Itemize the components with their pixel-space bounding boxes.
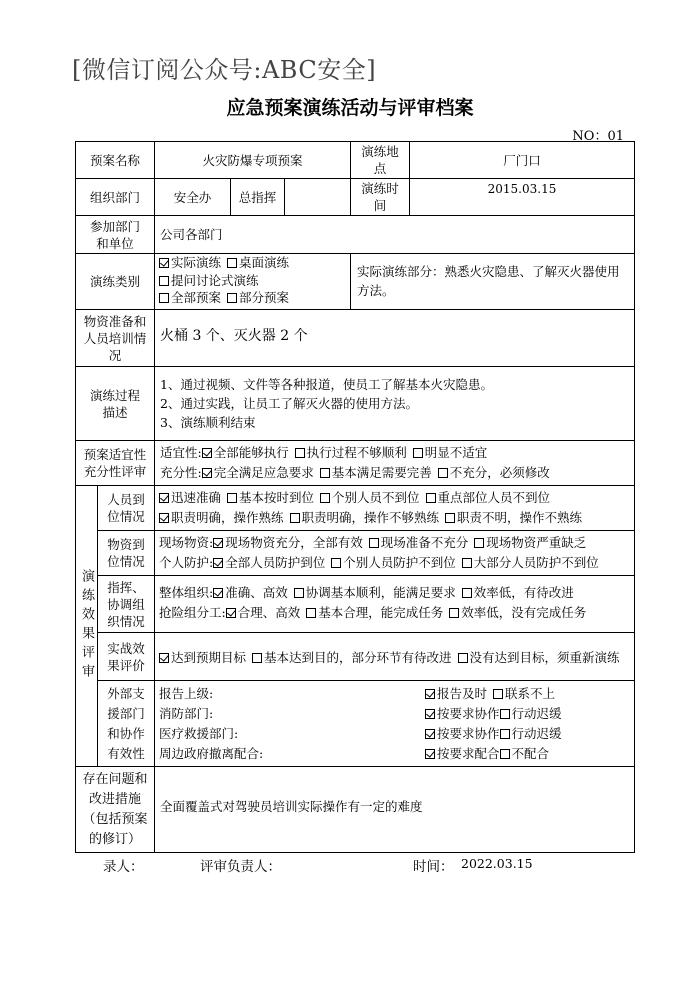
process-line: 3、演练顺利结束 bbox=[160, 415, 256, 430]
checkbox[interactable] bbox=[438, 468, 448, 478]
effect-review-label bbox=[76, 486, 97, 766]
support-item: 周边政府撤离配合: bbox=[159, 746, 264, 761]
command-label: 指挥、协调组织情况 bbox=[107, 579, 145, 629]
option: 报告及时 bbox=[437, 686, 488, 701]
checkbox-partial-plan[interactable] bbox=[227, 293, 237, 303]
checkbox-tabletop-drill[interactable] bbox=[227, 258, 237, 268]
checkbox[interactable] bbox=[306, 608, 316, 618]
process-line: 2、通过实践，让员工了解灭火器的使用方法。 bbox=[160, 396, 418, 411]
option: 个别人员不到位 bbox=[332, 490, 420, 505]
commander-value bbox=[285, 179, 350, 215]
checkbox[interactable] bbox=[213, 538, 223, 548]
checkbox[interactable] bbox=[500, 709, 510, 719]
external-support-options bbox=[425, 684, 633, 764]
support-item: 消防部门: bbox=[159, 706, 214, 721]
actual-effect-label: 实战效果评价 bbox=[107, 640, 145, 673]
checkbox[interactable] bbox=[462, 588, 472, 598]
option-partial-plan: 部分预案 bbox=[239, 290, 290, 305]
plan-name-value: 火灾防爆专项预案 bbox=[202, 152, 303, 168]
recorder-label: 录人： bbox=[103, 859, 144, 875]
option: 现场物资严重缺乏 bbox=[486, 535, 587, 550]
checkbox[interactable] bbox=[226, 608, 236, 618]
external-support-names bbox=[159, 684, 419, 764]
checkbox[interactable] bbox=[458, 653, 468, 663]
footer-time-label: 时间： bbox=[413, 859, 454, 875]
option: 基本达到目的，部分环节有待改进 bbox=[264, 650, 452, 665]
checkbox[interactable] bbox=[159, 513, 169, 523]
checkbox[interactable] bbox=[500, 749, 510, 759]
option: 基本满足需要完善 bbox=[331, 465, 432, 480]
checkbox-discussion-drill[interactable] bbox=[159, 276, 169, 286]
drill-type-label: 演练类别 bbox=[89, 274, 140, 289]
option-tabletop-drill: 桌面演练 bbox=[239, 255, 290, 270]
checkbox[interactable] bbox=[320, 468, 330, 478]
option: 协调基本顺利，能满足要求 bbox=[305, 585, 456, 600]
option: 大部分人员防护不到位 bbox=[473, 555, 599, 570]
commander-label: 总指挥 bbox=[238, 189, 277, 205]
process-label: 演练过程描述 bbox=[90, 387, 141, 420]
problems-value: 全面覆盖式对驾驶员培训实际操作有一定的难度 bbox=[160, 799, 423, 814]
option: 职责明确，操作熟练 bbox=[171, 510, 284, 525]
option-full-plan: 全部预案 bbox=[171, 290, 222, 305]
participants-label: 参加部门和单位 bbox=[89, 218, 140, 251]
org-dept-value: 安全办 bbox=[173, 189, 212, 205]
process-description bbox=[160, 375, 630, 432]
checkbox[interactable] bbox=[413, 448, 423, 458]
suitability-label: 预案适宜性充分性评审 bbox=[83, 447, 147, 479]
problems-label: 存在问题和改进措施（包括预案的修订） bbox=[82, 771, 148, 847]
option: 准确、高效 bbox=[225, 585, 288, 600]
checkbox-actual-drill[interactable] bbox=[159, 258, 169, 268]
option: 不配合 bbox=[511, 746, 550, 761]
option-discussion-drill: 提问讨论式演练 bbox=[171, 272, 259, 288]
command-rescue-label: 抢险组分工: bbox=[159, 605, 226, 620]
checkbox[interactable] bbox=[294, 588, 304, 598]
checkbox[interactable] bbox=[445, 513, 455, 523]
footer-time-value: 2022.03.15 bbox=[461, 856, 533, 871]
checkbox[interactable] bbox=[202, 448, 212, 458]
supplies-protection-label: 个人防护: bbox=[159, 555, 214, 570]
sufficiency-sub-label: 充分性: bbox=[160, 465, 202, 480]
materials-value: 火桶 3 个、灭火器 2 个 bbox=[160, 328, 308, 344]
option: 效率低，没有完成任务 bbox=[461, 605, 587, 620]
personnel-label: 人员到位情况 bbox=[107, 492, 145, 524]
materials-label: 物资准备和人员培训情况 bbox=[83, 313, 147, 363]
option: 重点部位人员不到位 bbox=[437, 490, 551, 505]
suitability-sub-label: 适宜性: bbox=[160, 445, 202, 460]
org-dept-label: 组织部门 bbox=[89, 189, 140, 205]
option: 现场准备不充分 bbox=[380, 535, 469, 550]
process-line: 1、通过视频、文件等各种报道，使员工了解基本火灾隐患。 bbox=[160, 377, 493, 392]
drill-location-label: 演练地点 bbox=[361, 144, 399, 176]
option: 行动迟缓 bbox=[511, 726, 562, 741]
option: 个别人员防护不到位 bbox=[343, 555, 456, 570]
checkbox[interactable] bbox=[369, 538, 379, 548]
checkbox[interactable] bbox=[449, 608, 459, 618]
command-options bbox=[159, 583, 633, 623]
drill-time-value: 2015.03.15 bbox=[487, 182, 557, 196]
supplies-onsite-label: 现场物资: bbox=[159, 535, 214, 550]
effect-review-text: 演练效果评审 bbox=[79, 569, 94, 683]
option: 基本合理，能完成任务 bbox=[318, 605, 444, 620]
option-actual-drill: 实际演练 bbox=[171, 255, 222, 270]
option: 完全满足应急要求 bbox=[213, 465, 314, 480]
checkbox[interactable] bbox=[425, 709, 435, 719]
checkbox[interactable] bbox=[295, 448, 305, 458]
reviewer-label: 评审负责人： bbox=[200, 859, 281, 875]
actual-effect-options bbox=[159, 648, 633, 668]
option: 按要求协作 bbox=[437, 726, 500, 741]
support-item: 医疗救援部门: bbox=[159, 726, 239, 741]
option: 职责不明，操作不熟练 bbox=[457, 510, 583, 525]
checkbox[interactable] bbox=[252, 653, 262, 663]
checkbox[interactable] bbox=[462, 558, 472, 568]
option: 不充分，必须修改 bbox=[449, 465, 550, 480]
checkbox[interactable] bbox=[213, 558, 223, 568]
checkbox[interactable] bbox=[159, 653, 169, 663]
drill-type-options bbox=[159, 254, 349, 307]
checkbox[interactable] bbox=[227, 493, 237, 503]
checkbox[interactable] bbox=[202, 468, 212, 478]
option: 达到预期目标 bbox=[171, 650, 247, 665]
checkbox[interactable] bbox=[290, 513, 300, 523]
drill-type-note: 实际演练部分：熟悉火灾隐患、了解灭火器使用方法。 bbox=[357, 264, 620, 298]
drill-time-label: 演练时间 bbox=[361, 181, 399, 213]
personnel-options bbox=[159, 488, 633, 528]
document-number: NO：01 bbox=[572, 129, 624, 144]
checkbox[interactable] bbox=[320, 493, 330, 503]
support-item: 报告上级: bbox=[159, 686, 214, 701]
checkbox[interactable] bbox=[331, 558, 341, 568]
suitability-review bbox=[160, 443, 630, 483]
option: 合理、高效 bbox=[237, 605, 301, 620]
plan-name-label: 预案名称 bbox=[89, 152, 140, 168]
supplies-options bbox=[159, 533, 633, 573]
checkbox-full-plan[interactable] bbox=[159, 293, 169, 303]
option: 联系不上 bbox=[505, 686, 556, 701]
option: 现场物资充分，全部有效 bbox=[225, 535, 363, 550]
option: 效率低，有待改进 bbox=[473, 585, 574, 600]
checkbox[interactable] bbox=[426, 493, 436, 503]
supplies-label: 物资到位情况 bbox=[107, 537, 145, 569]
option: 按要求协作 bbox=[437, 706, 500, 721]
drill-location-value: 厂门口 bbox=[503, 152, 541, 168]
participants-value: 公司各部门 bbox=[160, 227, 223, 242]
checkbox[interactable] bbox=[493, 689, 503, 699]
option: 全部人员防护到位 bbox=[225, 555, 326, 570]
checkbox[interactable] bbox=[500, 729, 510, 739]
checkbox[interactable] bbox=[425, 729, 435, 739]
command-overall-label: 整体组织: bbox=[159, 585, 214, 600]
option: 明显不适宜 bbox=[424, 445, 488, 460]
checkbox[interactable] bbox=[474, 538, 484, 548]
checkbox[interactable] bbox=[425, 749, 435, 759]
external-support-label: 外部支援部门和协作有效性 bbox=[107, 685, 145, 761]
checkbox[interactable] bbox=[425, 689, 435, 699]
checkbox[interactable] bbox=[213, 588, 223, 598]
option: 基本按时到位 bbox=[239, 490, 315, 505]
option: 全部能够执行 bbox=[213, 445, 289, 460]
option: 迅速准确 bbox=[171, 490, 222, 505]
document-title: 应急预案演练活动与评审档案 bbox=[226, 97, 474, 119]
option: 执行过程不够顺利 bbox=[306, 445, 407, 460]
option: 行动迟缓 bbox=[511, 706, 562, 721]
watermark: [微信订阅公众号:ABC安全] bbox=[72, 56, 377, 84]
option: 职责明确，操作不够熟练 bbox=[301, 510, 440, 525]
checkbox[interactable] bbox=[159, 493, 169, 503]
option: 按要求配合 bbox=[437, 746, 500, 761]
option: 没有达到目标，须重新演练 bbox=[469, 650, 620, 665]
